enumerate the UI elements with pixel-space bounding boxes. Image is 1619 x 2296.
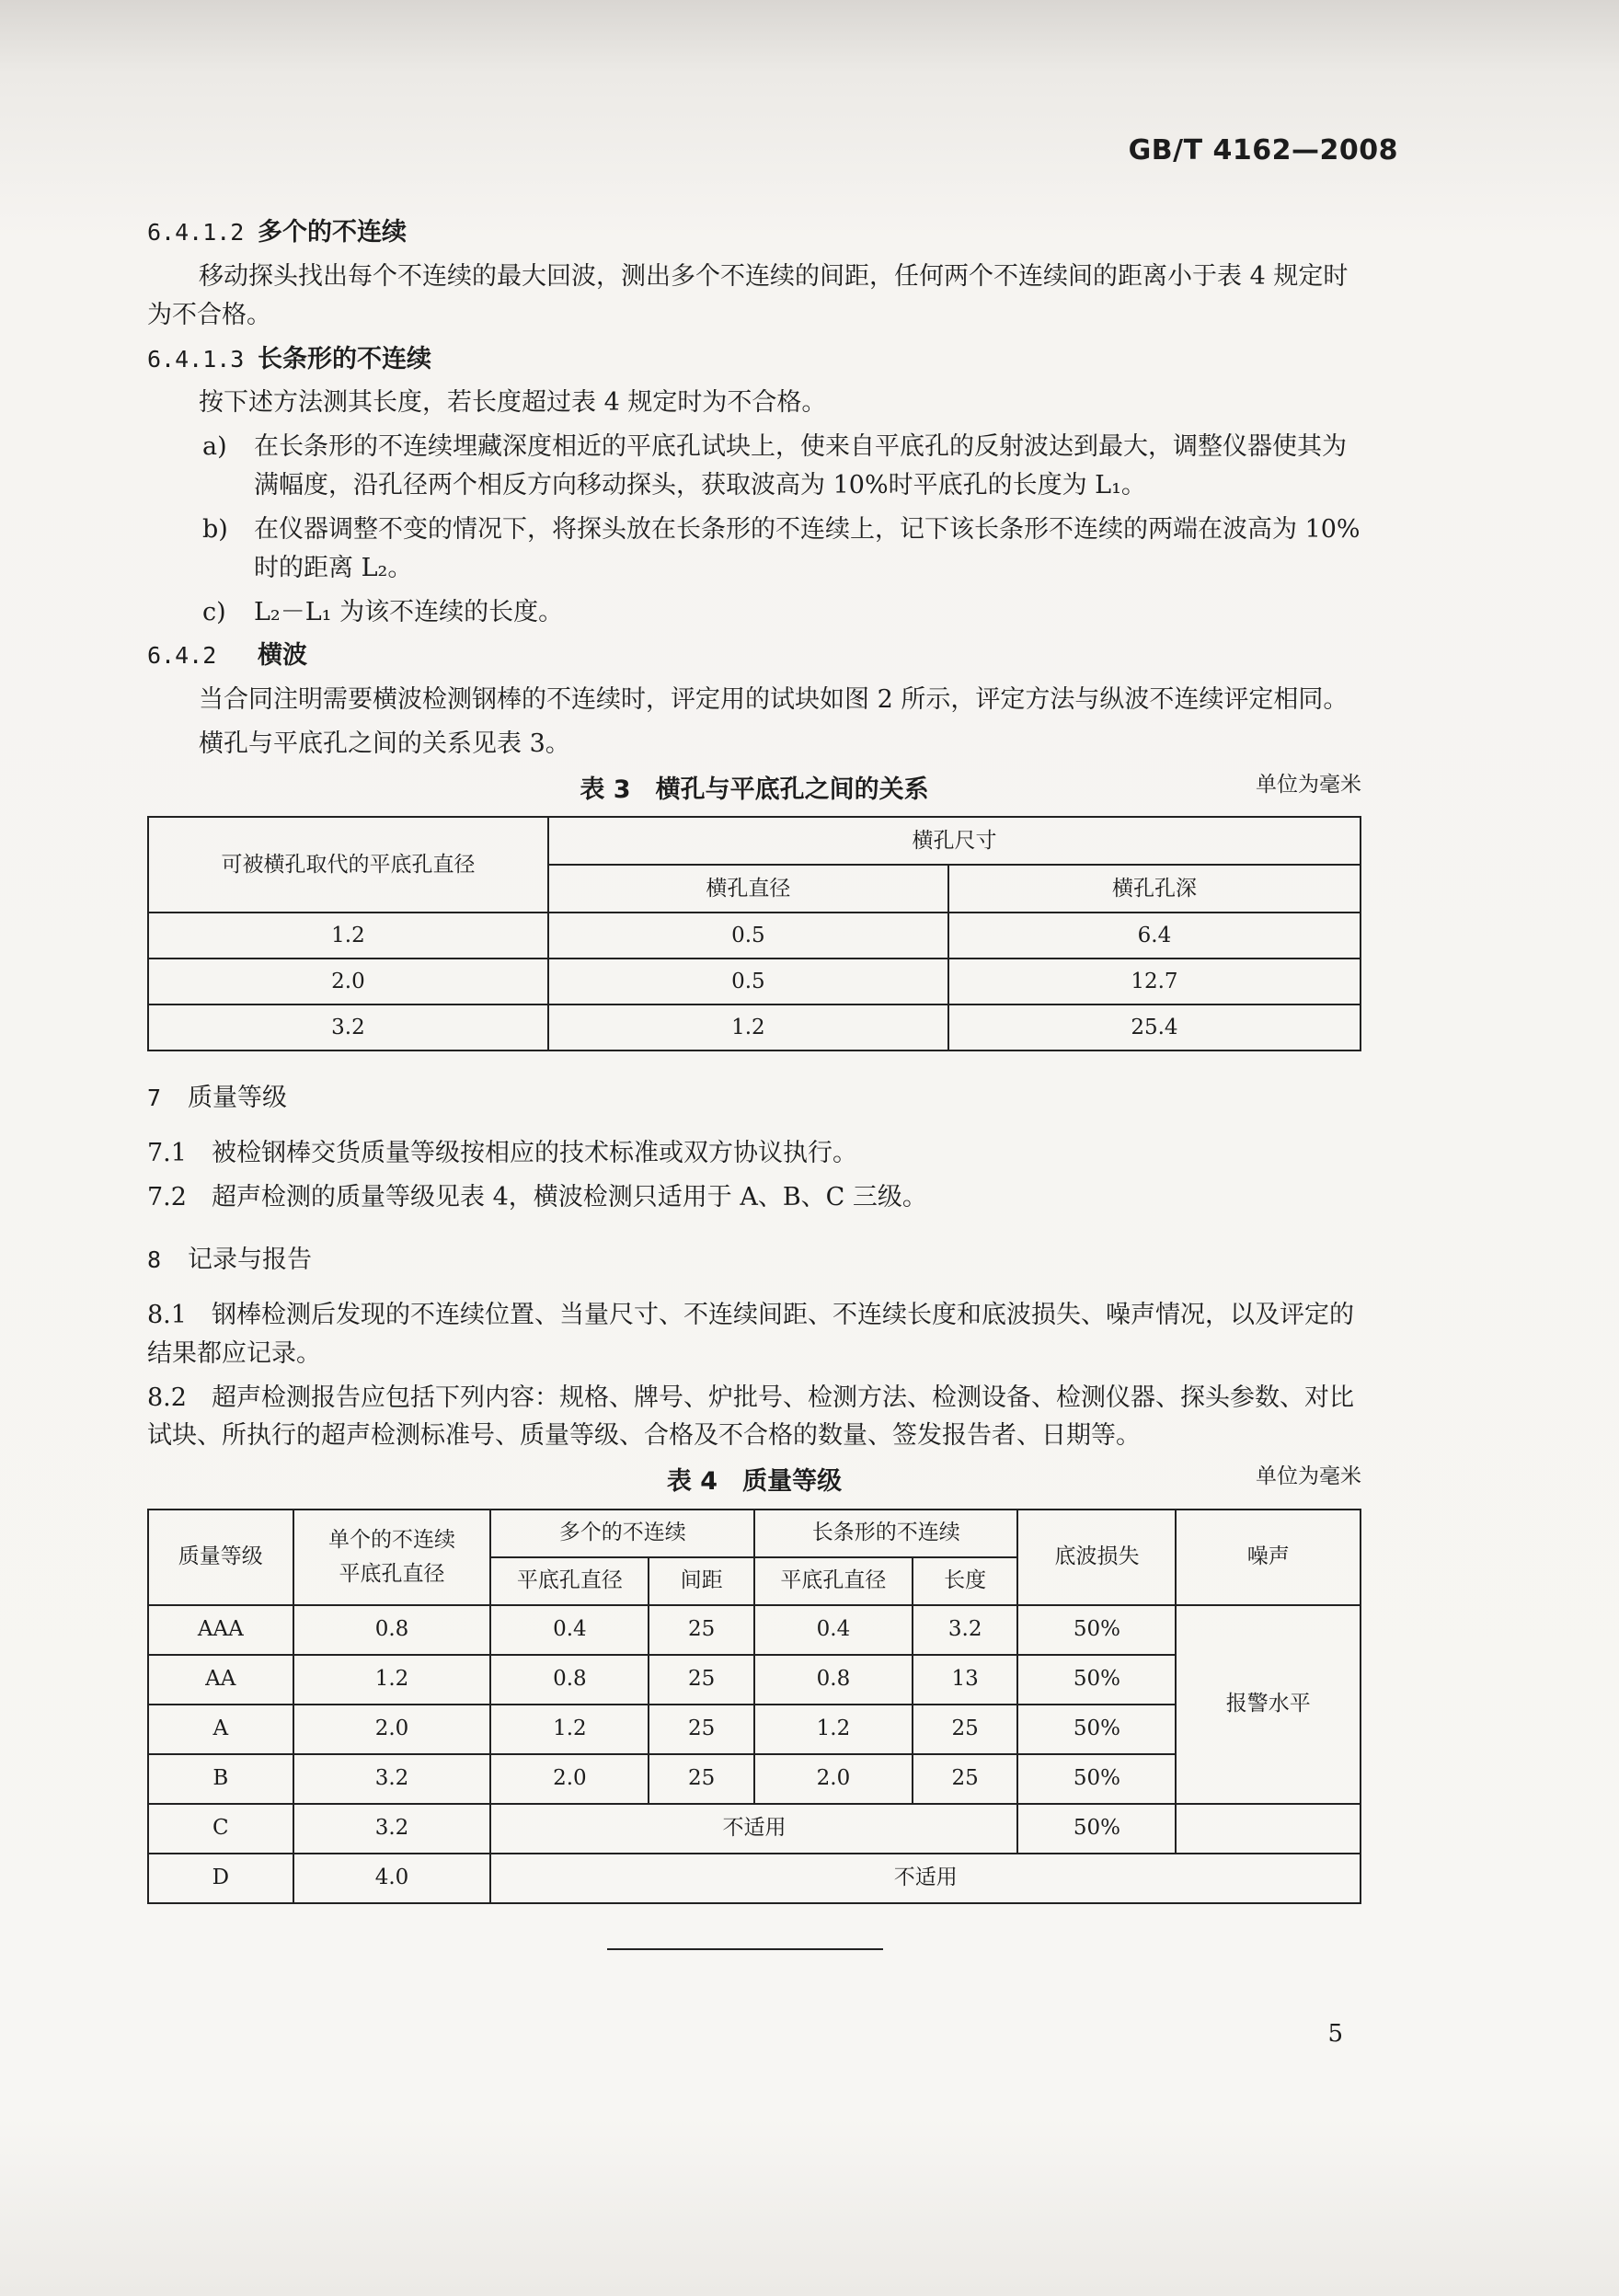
- table-cell: 50%: [1017, 1804, 1176, 1854]
- table-row: [148, 1854, 1361, 1903]
- table-cell: D: [148, 1854, 293, 1903]
- table-cell: 12.7: [948, 959, 1361, 1004]
- table-cell: 1.2: [148, 913, 548, 959]
- table-header-cell: 可被横孔取代的平底孔直径: [148, 817, 548, 913]
- table-cell: 25: [649, 1754, 754, 1804]
- table-cell: 2.0: [293, 1705, 491, 1754]
- list-text: 在长条形的不连续埋藏深度相近的平底孔试块上，使来自平底孔的反射波达到最大，调整仪器使其为满幅度，沿孔径两个相反方向移动探头，获取波高为 10%时平底孔的长度为 L₁。: [254, 432, 1347, 500]
- table-cell: 25: [649, 1705, 754, 1754]
- table-cell: 1.2: [490, 1705, 649, 1754]
- clause-title: 横波: [258, 641, 307, 671]
- clause-title: 多个的不连续: [258, 218, 407, 247]
- table-header-cell: 横孔孔深: [948, 865, 1361, 913]
- table-header-cell: 间距: [649, 1557, 754, 1605]
- clause-6-4-2-heading: [147, 637, 1361, 675]
- section-title: 质量等级: [188, 1084, 287, 1113]
- table-cell: 50%: [1017, 1754, 1176, 1804]
- document-body: [147, 212, 1361, 1904]
- spacer: [147, 1123, 1361, 1134]
- clause-8-2: [147, 1379, 1361, 1456]
- table-cell: 1.2: [293, 1655, 491, 1705]
- table-4-unit: 单位为毫米: [1256, 1464, 1361, 1489]
- spacer: [147, 1285, 1361, 1296]
- table-cell: 25: [913, 1754, 1018, 1804]
- table-cell: 3.2: [913, 1605, 1018, 1655]
- table-cell: 50%: [1017, 1655, 1176, 1705]
- clause-text: 超声检测报告应包括下列内容：规格、牌号、炉批号、检测方法、检测设备、检测仪器、探头参数、对比试块、所执行的超声检测标准号、质量等级、合格及不合格的数量、签发报告者、日期等。: [147, 1383, 1354, 1451]
- section-8-heading: [147, 1241, 1361, 1280]
- table-4: [147, 1509, 1361, 1904]
- list-label: c): [202, 597, 226, 626]
- list-item-b: [202, 511, 1361, 588]
- clause-7-2: [147, 1178, 1361, 1217]
- table-cell: 3.2: [293, 1754, 491, 1804]
- table-cell: 25: [649, 1605, 754, 1655]
- table-cell: 6.4: [948, 913, 1361, 959]
- table-row: [148, 1004, 1361, 1050]
- table-3-caption: 表 3 横孔与平底孔之间的关系: [580, 775, 929, 804]
- table-cell: A: [148, 1705, 293, 1754]
- table-cell: 25.4: [948, 1004, 1361, 1050]
- clause-7-1: [147, 1134, 1361, 1173]
- table-cell: 0.4: [754, 1605, 913, 1655]
- clause-number: 8.2: [147, 1383, 187, 1412]
- list-item-c: [202, 593, 1361, 632]
- table-cell: [1176, 1804, 1361, 1854]
- spacer: [147, 1051, 1361, 1077]
- table-cell: AAA: [148, 1605, 293, 1655]
- clause-6-4-2-text: 当合同注明需要横波检测钢棒的不连续时，评定用的试块如图 2 所示，评定方法与纵波不连续评定相同。: [199, 685, 1349, 715]
- table-cell: 0.8: [490, 1655, 649, 1705]
- table-header-cell: 噪声: [1176, 1510, 1361, 1605]
- table-row: [148, 913, 1361, 959]
- spacer: [147, 1223, 1361, 1239]
- list-text: L₂－L₁ 为该不连续的长度。: [254, 597, 564, 626]
- table-header-cell: 多个的不连续: [490, 1510, 754, 1557]
- clause-number: 7.1: [147, 1139, 187, 1168]
- table-header-cell: 长度: [913, 1557, 1018, 1605]
- end-rule: [607, 1948, 883, 1950]
- table-header-cell: 质量等级: [148, 1510, 293, 1605]
- table-row: [148, 1804, 1361, 1854]
- table-cell: 0.5: [548, 913, 948, 959]
- clause-title: 长条形的不连续: [258, 344, 431, 373]
- table-cell-not-applicable: 不适用: [490, 1804, 1017, 1854]
- table-row: [148, 959, 1361, 1004]
- table-3-unit: 单位为毫米: [1256, 772, 1361, 797]
- table-header-cell: 横孔直径: [548, 865, 948, 913]
- list-label: a): [202, 432, 227, 462]
- list-label: b): [202, 514, 228, 544]
- table-cell-noise: 报警水平: [1176, 1605, 1361, 1804]
- clause-6-4-1-3-intro: 按下述方法测其长度，若长度超过表 4 规定时为不合格。: [199, 388, 827, 418]
- table-header-cell: 横孔尺寸: [548, 817, 1361, 865]
- table-cell: 25: [649, 1655, 754, 1705]
- table-cell: 3.2: [148, 1004, 548, 1050]
- table-cell: C: [148, 1804, 293, 1854]
- table-4-caption: 表 4 质量等级: [666, 1466, 843, 1496]
- section-number: 7: [147, 1085, 162, 1112]
- table-cell: 50%: [1017, 1705, 1176, 1754]
- clause-8-1: [147, 1296, 1361, 1373]
- table-cell: 2.0: [148, 959, 548, 1004]
- table-cell: 0.8: [754, 1655, 913, 1705]
- table-cell: 2.0: [754, 1754, 913, 1804]
- table-cell: AA: [148, 1655, 293, 1705]
- clause-number: 7.2: [147, 1183, 187, 1212]
- table-cell: 4.0: [293, 1854, 491, 1903]
- clause-text: 被检钢棒交货质量等级按相应的技术标准或双方协议执行。: [212, 1139, 857, 1168]
- clause-6-4-1-2-text: 移动探头找出每个不连续的最大回波，测出多个不连续的间距，任何两个不连续间的距离小于表 4 规定时为不合格。: [147, 261, 1349, 329]
- clause-6-4-1-3-heading: [147, 340, 1361, 379]
- table-header-cell: 底波损失: [1017, 1510, 1176, 1605]
- clause-6-4-1-2-heading: [147, 213, 1361, 252]
- table-header-cell: 单个的不连续 平底孔直径: [293, 1510, 491, 1605]
- page-number: 5: [1327, 2020, 1343, 2048]
- table-cell: 0.5: [548, 959, 948, 1004]
- table-header-cell: 平底孔直径: [490, 1557, 649, 1605]
- table-cell: 1.2: [548, 1004, 948, 1050]
- list-text: 在仪器调整不变的情况下，将探头放在长条形的不连续上，记下该长条形不连续的两端在波高为 10%时的距离 L₂。: [254, 514, 1361, 582]
- table-cell: 13: [913, 1655, 1018, 1705]
- section-7-heading: [147, 1079, 1361, 1118]
- clause-text: 超声检测的质量等级见表 4，横波检测只适用于 A、B、C 三级。: [212, 1183, 927, 1212]
- clause-number: 6.4.1.3: [147, 345, 245, 373]
- list-item-a: [202, 428, 1361, 505]
- table-row: [148, 1605, 1361, 1655]
- clause-number: 6.4.2: [147, 642, 217, 670]
- table-cell: B: [148, 1754, 293, 1804]
- table-cell: 0.4: [490, 1605, 649, 1655]
- clause-number: 8.1: [147, 1300, 187, 1329]
- clause-number: 6.4.1.2: [147, 219, 245, 246]
- standard-code-header: GB/T 4162—2008: [1128, 134, 1398, 166]
- section-title: 记录与报告: [188, 1245, 312, 1274]
- clause-6-4-2-ref: 横孔与平底孔之间的关系见表 3。: [199, 729, 570, 759]
- table-cell: 2.0: [490, 1754, 649, 1804]
- clause-text: 钢棒检测后发现的不连续位置、当量尺寸、不连续间距、不连续长度和底波损失、噪声情况，以及评定的结果都应记录。: [147, 1300, 1354, 1368]
- table-cell: 50%: [1017, 1605, 1176, 1655]
- table-cell: 3.2: [293, 1804, 491, 1854]
- table-header-cell: 平底孔直径: [754, 1557, 913, 1605]
- section-number: 8: [147, 1246, 162, 1273]
- table-cell: 25: [913, 1705, 1018, 1754]
- table-cell-not-applicable: 不适用: [490, 1854, 1361, 1903]
- table-cell: 1.2: [754, 1705, 913, 1754]
- table-header-cell: 长条形的不连续: [754, 1510, 1018, 1557]
- table-cell: 0.8: [293, 1605, 491, 1655]
- table-3: [147, 816, 1361, 1051]
